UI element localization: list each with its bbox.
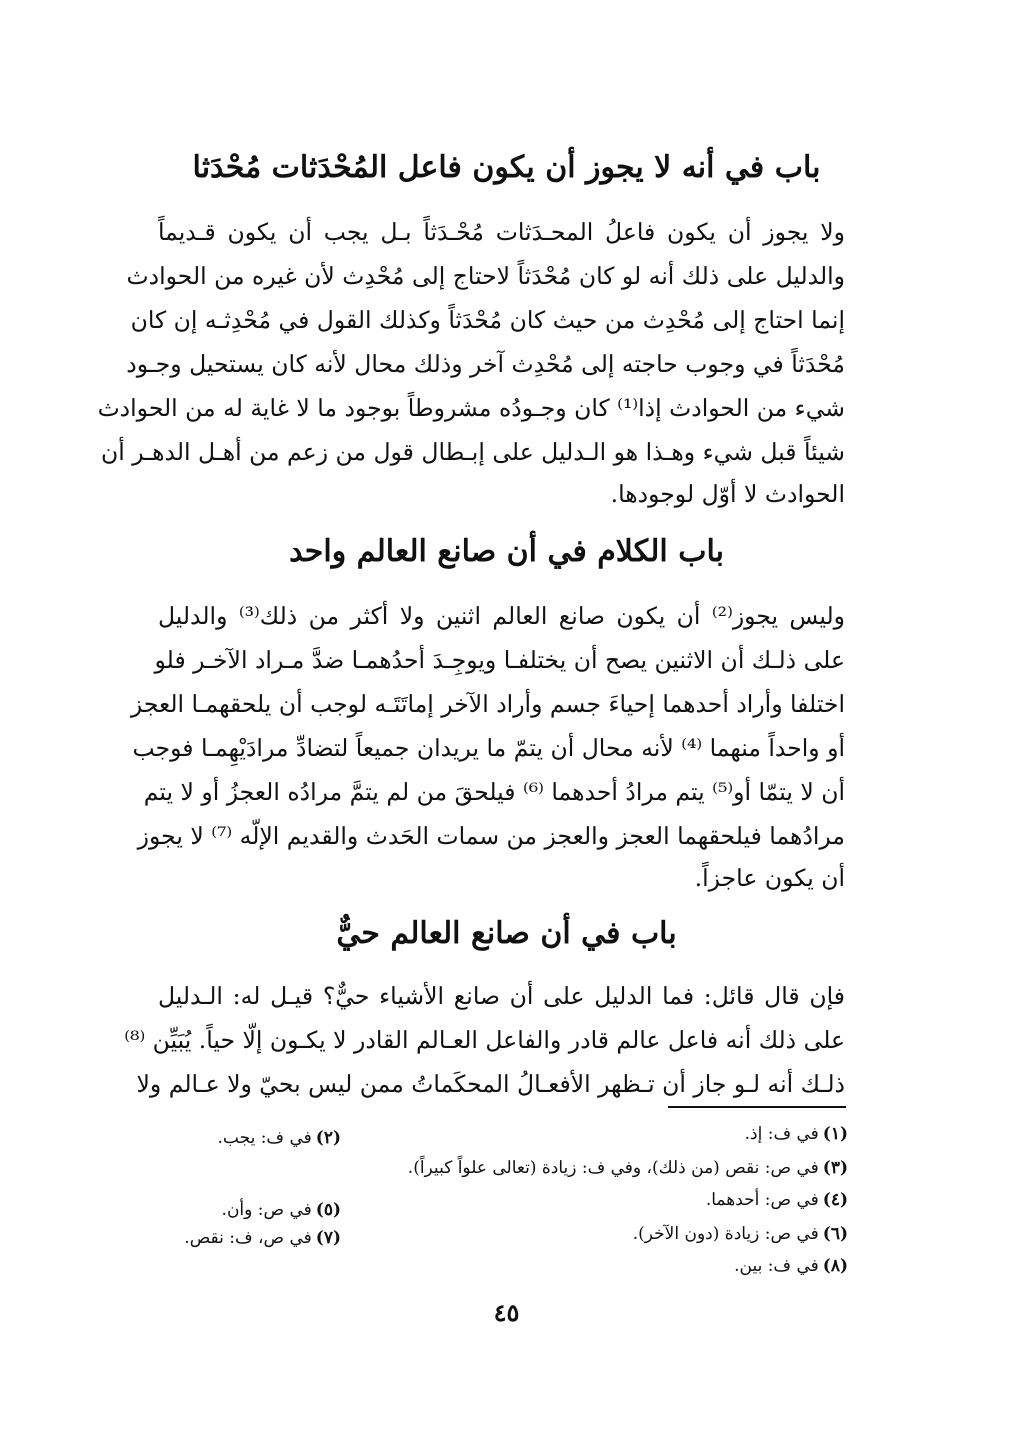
section2-line-1: وليس يجوز⁽²⁾ أن يكون صانع العالم اثنين ولا أكثر من ذلك⁽³⁾ والدليل [158, 602, 845, 630]
footnote-4 [706, 1188, 848, 1212]
section3-line-3: ذلـك أنه لـو جاز أن تـظهر الأفعـالُ المحكَماتُ ممن ليس بحيّ ولا عـالم ولا [136, 1070, 845, 1098]
footnote-divider [668, 1106, 846, 1108]
footnote-1 [745, 1122, 848, 1146]
section2-line-6: مرادُهما فيلحقهما العجز والعجز من سمات الحَدث والقديم الإلّه ⁽⁷⁾ لا يجوز [137, 822, 845, 850]
section2-line-3: اختلفا وأراد أحدهما إحياءَ جسم وأراد الآخر إماتَتَـه لوجب أن يلحقهمـا العجز [130, 690, 845, 718]
footnote-number: (٦) [822, 1224, 848, 1244]
section1-line-4: مُحْدَثاً في وجوب حاجته إلى مُحْدِث آخر وذلك محال لأنه كان يستحيل وجـود [126, 350, 845, 378]
page-number: ٤٥ [493, 1298, 520, 1327]
section3-line-2: على ذلك أنه فاعل عالم قادر والفاعل العـالم القادر لا يكـون إلّا حياً. يُبَيِّن ⁽⁸⁾ [124, 1026, 845, 1054]
section2-line-4: أو واحداً منهما ⁽⁴⁾ لأنه محال أن يتمّ ما يريدان جميعاً لتضادِّ مرادَيْهِمـا فوجب [132, 734, 845, 762]
footnote-3 [408, 1156, 848, 1180]
section1-line-1: ولا يجوز أن يكون فاعلُ المحـدَثات مُحْـدَثاً بـل يجب أن يكون قـديماً [158, 218, 845, 246]
footnote-number: (٥) [315, 1200, 341, 1220]
section1-line-7: الحوادث لا أوّل لوجودها. [610, 480, 845, 508]
footnote-text: في ص: أحدهما. [705, 1190, 819, 1210]
footnote-number: (٨) [822, 1256, 848, 1276]
footnote-text: في ف: إذ. [744, 1124, 819, 1144]
section1-line-5: شيء من الحوادث إذا⁽¹⁾ كان وجـودُه مشروطاً بوجود ما لا غاية له من الحوادث [97, 394, 845, 422]
heading-section-2: باب الكلام في أن صانع العالم واحد [289, 534, 724, 569]
heading-section-1: باب في أنه لا يجوز أن يكون فاعل المُحْدَثات مُحْدَثا [192, 150, 821, 185]
heading-section-3: باب في أن صانع العالم حيٌّ [336, 916, 677, 951]
footnote-number: (١) [822, 1124, 848, 1144]
footnote-6 [633, 1222, 848, 1246]
footnote-7 [184, 1226, 341, 1250]
footnote-8 [734, 1254, 848, 1278]
section2-line-7: أن يكون عاجزاً. [694, 864, 845, 892]
footnote-number: (٢) [315, 1128, 341, 1148]
footnote-text: في ف: بين. [734, 1256, 819, 1276]
section2-line-5: أن لا يتمّا أو⁽⁵⁾ يتم مرادُ أحدهما ⁽⁶⁾ فيلحقَ من لم يتمَّ مرادُه العجزُ أو لا يتم [143, 778, 845, 806]
footnote-number: (٧) [315, 1228, 341, 1248]
footnote-number: (٤) [822, 1190, 848, 1210]
footnote-number: (٣) [822, 1158, 848, 1178]
footnote-5 [222, 1198, 341, 1222]
footnote-text: في ص: نقص (من ذلك)، وفي ف: زيادة (تعالى علواً كبيراً). [407, 1158, 819, 1178]
footnote-text: في ف: يجب. [217, 1128, 312, 1148]
section1-line-2: والدليل على ذلك أنه لو كان مُحْدَثاً لاحتاج إلى مُحْدِث لأن غيره من الحوادث [126, 262, 845, 290]
footnote-text: في ص: زيادة (دون الآخر). [632, 1224, 819, 1244]
section1-line-3: إنما احتاج إلى مُحْدِث من حيث كان مُحْدَثاً وكذلك القول في مُحْدِثـه إن كان [130, 306, 845, 334]
section1-line-6: شيئاً قبل شيء وهـذا هو الـدليل على إبـطال قول من زعم من أهـل الدهـر أن [101, 438, 845, 466]
section3-line-1: فإن قال قائل: فما الدليل على أن صانع الأشياء حيٌّ؟ قيـل له: الـدليل [158, 982, 845, 1010]
footnote-text: في ص: وأن. [221, 1200, 312, 1220]
section2-line-2: على ذلـك أن الاثنين يصح أن يختلفـا ويوجِـدَ أحدُهمـا ضدَّ مـراد الآخـر فلو [154, 646, 845, 674]
footnote-text: في ص، ف: نقص. [184, 1228, 312, 1248]
footnote-2 [218, 1126, 342, 1150]
